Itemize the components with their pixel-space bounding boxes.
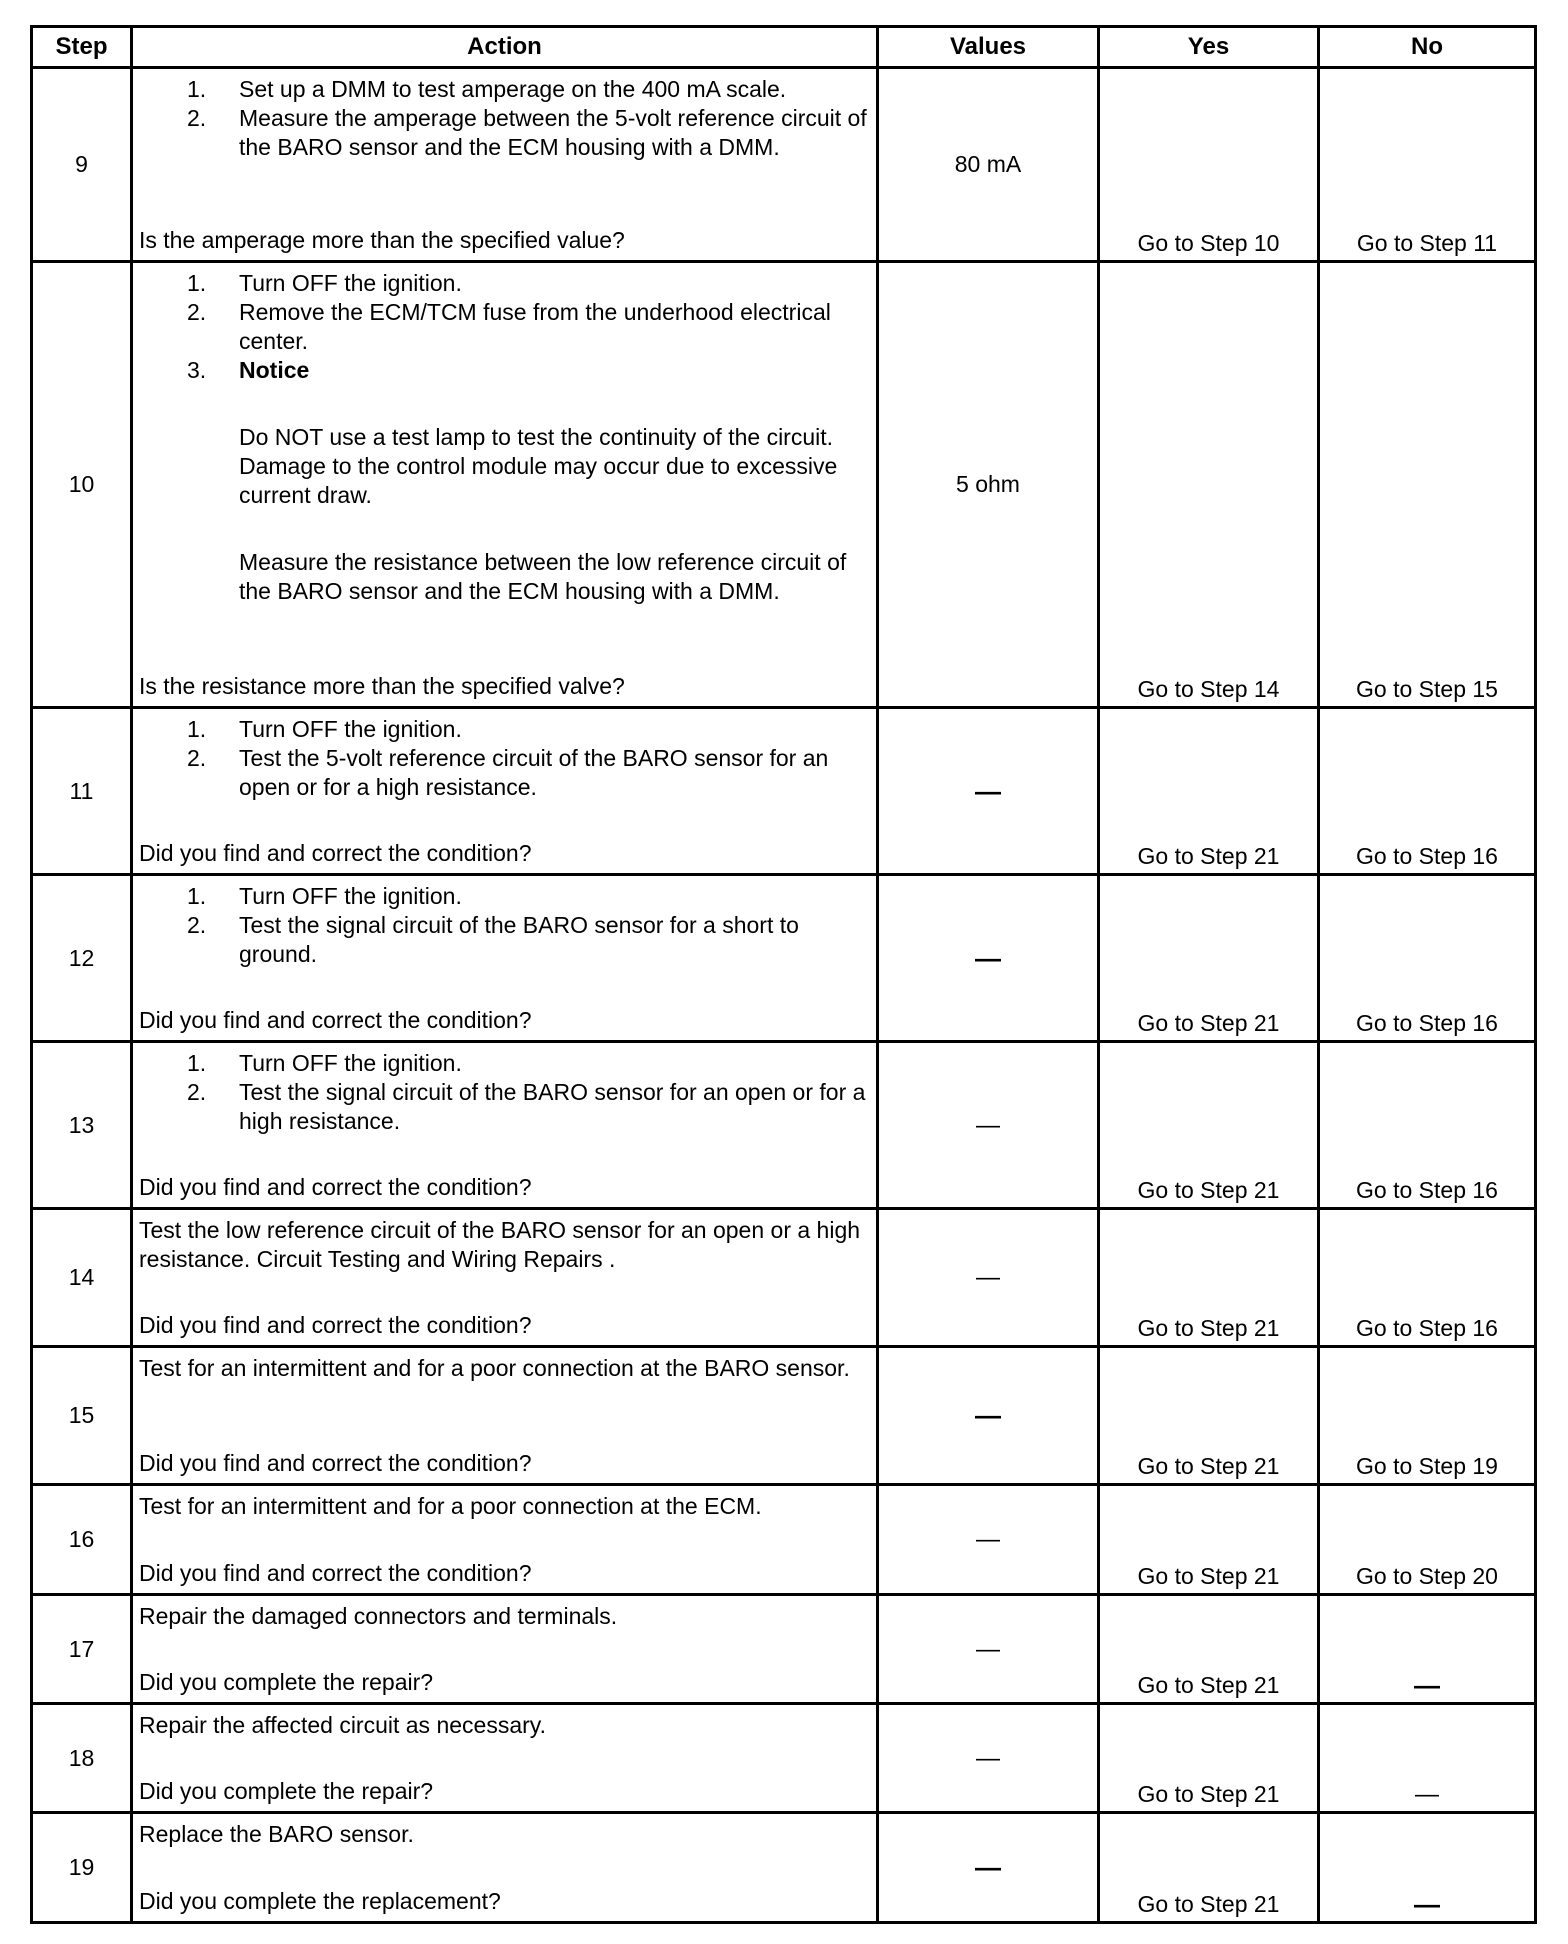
table-row — [32, 1813, 1536, 1923]
step-list — [139, 75, 872, 162]
value-cell: — — [878, 1813, 1099, 1923]
question-text: Is the amperage more than the specified value? — [139, 227, 625, 253]
list-item: 2. Remove the ECM/TCM fuse from the underhood electrical center. — [187, 299, 831, 354]
action-text: Repair the affected circuit as necessary. — [139, 1712, 546, 1738]
question-text: Did you complete the replacement? — [139, 1888, 501, 1914]
no-cell: Go to Step 15 — [1319, 262, 1536, 708]
value-cell: — — [878, 1209, 1099, 1347]
header-action: Action — [132, 27, 878, 68]
action-cell — [132, 1595, 878, 1704]
step-list — [139, 1049, 872, 1136]
table-row — [32, 1347, 1536, 1485]
value-cell: — — [878, 875, 1099, 1042]
yes-cell: Go to Step 10 — [1099, 68, 1319, 262]
value-cell: — — [878, 1485, 1099, 1595]
list-item: 2. Test the 5-volt reference circuit of the BARO sensor for an open or for a high resistance. — [187, 745, 829, 800]
step-number: 13 — [32, 1042, 132, 1209]
yes-cell: Go to Step 14 — [1099, 262, 1319, 708]
question-text: Did you complete the repair? — [139, 1669, 434, 1695]
question-text: Is the resistance more than the specified valve? — [139, 673, 625, 699]
table-row — [32, 1595, 1536, 1704]
step-number: 18 — [32, 1704, 132, 1813]
action-text: Replace the BARO sensor. — [139, 1821, 414, 1847]
no-cell: Go to Step 16 — [1319, 875, 1536, 1042]
step-list — [139, 882, 872, 969]
step-list — [139, 715, 872, 802]
yes-cell: Go to Step 21 — [1099, 1704, 1319, 1813]
action-cell — [132, 1813, 878, 1923]
step-number: 11 — [32, 708, 132, 875]
no-cell: Go to Step 16 — [1319, 708, 1536, 875]
step-number: 12 — [32, 875, 132, 1042]
table-row — [32, 1209, 1536, 1347]
table-row — [32, 1485, 1536, 1595]
no-cell: Go to Step 16 — [1319, 1042, 1536, 1209]
header-yes: Yes — [1099, 27, 1319, 68]
value-cell: 80 mA — [878, 68, 1099, 262]
question-text: Did you complete the repair? — [139, 1778, 434, 1804]
step-number: 10 — [32, 262, 132, 708]
no-cell: Go to Step 11 — [1319, 68, 1536, 262]
header-step: Step — [32, 27, 132, 68]
action-cell — [132, 1347, 878, 1485]
yes-cell: Go to Step 21 — [1099, 1485, 1319, 1595]
step-number: 16 — [32, 1485, 132, 1595]
header-values: Values — [878, 27, 1099, 68]
action-cell — [132, 1042, 878, 1209]
list-item: 2. Test the signal circuit of the BARO sensor for an open or for a high resistance. — [187, 1079, 866, 1134]
table-row — [32, 875, 1536, 1042]
value-cell: — — [878, 708, 1099, 875]
step-list — [139, 269, 872, 385]
value-cell: — — [878, 1042, 1099, 1209]
list-item: 2. Test the signal circuit of the BARO sensor for a short to ground. — [187, 912, 799, 967]
step-number: 17 — [32, 1595, 132, 1704]
action-cell — [132, 1485, 878, 1595]
measure-instruction: Measure the resistance between the low reference circuit of the BARO sensor and the ECM housing with a DMM. — [239, 549, 847, 604]
yes-cell: Go to Step 21 — [1099, 1595, 1319, 1704]
list-item: 1. Turn OFF the ignition. — [187, 716, 462, 742]
yes-cell: Go to Step 21 — [1099, 875, 1319, 1042]
action-text: Test the low reference circuit of the BARO sensor for an open or a high resistance. Circuit Testing and Wiring Repairs . — [139, 1217, 861, 1272]
question-text: Did you find and correct the condition? — [139, 1174, 532, 1200]
action-cell — [132, 875, 878, 1042]
no-cell: Go to Step 16 — [1319, 1209, 1536, 1347]
question-text: Did you find and correct the condition? — [139, 1007, 532, 1033]
table-row — [32, 1704, 1536, 1813]
value-cell: — — [878, 1595, 1099, 1704]
question-text: Did you find and correct the condition? — [139, 1312, 532, 1338]
no-cell: — — [1319, 1813, 1536, 1923]
notice-title: Notice — [239, 357, 310, 383]
question-text: Did you find and correct the condition? — [139, 840, 532, 866]
action-cell — [132, 1704, 878, 1813]
no-cell: Go to Step 19 — [1319, 1347, 1536, 1485]
list-item: 1. Turn OFF the ignition. — [187, 883, 462, 909]
action-cell — [132, 708, 878, 875]
table-row — [32, 68, 1536, 262]
no-cell: — — [1319, 1704, 1536, 1813]
question-text: Did you find and correct the condition? — [139, 1560, 532, 1586]
action-cell — [132, 68, 878, 262]
no-cell: Go to Step 20 — [1319, 1485, 1536, 1595]
action-cell — [132, 1209, 878, 1347]
list-item: 3. Notice — [187, 357, 310, 383]
step-number: 19 — [32, 1813, 132, 1923]
action-cell — [132, 262, 878, 708]
step-number: 9 — [32, 68, 132, 262]
yes-cell: Go to Step 21 — [1099, 1209, 1319, 1347]
action-text: Test for an intermittent and for a poor connection at the ECM. — [139, 1493, 762, 1519]
table-row — [32, 1042, 1536, 1209]
list-item: 1. Set up a DMM to test amperage on the 400 mA scale. — [187, 76, 787, 102]
action-text: Test for an intermittent and for a poor connection at the BARO sensor. — [139, 1355, 850, 1381]
step-number: 14 — [32, 1209, 132, 1347]
yes-cell: Go to Step 21 — [1099, 1347, 1319, 1485]
yes-cell: Go to Step 21 — [1099, 1042, 1319, 1209]
action-text: Repair the damaged connectors and terminals. — [139, 1603, 618, 1629]
notice-text: Do NOT use a test lamp to test the continuity of the circuit. Damage to the control module may occur due to excessive current draw. — [239, 424, 838, 508]
table-row — [32, 262, 1536, 708]
yes-cell: Go to Step 21 — [1099, 1813, 1319, 1923]
table-row — [32, 708, 1536, 875]
value-cell: — — [878, 1704, 1099, 1813]
step-number: 15 — [32, 1347, 132, 1485]
header-no: No — [1319, 27, 1536, 68]
question-text: Did you find and correct the condition? — [139, 1450, 532, 1476]
value-cell: — — [878, 1347, 1099, 1485]
yes-cell: Go to Step 21 — [1099, 708, 1319, 875]
diagnostic-table — [30, 25, 1537, 1924]
value-cell: 5 ohm — [878, 262, 1099, 708]
header-row — [32, 27, 1536, 68]
no-cell: — — [1319, 1595, 1536, 1704]
list-item: 1. Turn OFF the ignition. — [187, 1050, 462, 1076]
list-item: 1. Turn OFF the ignition. — [187, 270, 462, 296]
list-item: 2. Measure the amperage between the 5-volt reference circuit of the BARO sensor and the ECM housing with a DMM. — [187, 105, 867, 160]
